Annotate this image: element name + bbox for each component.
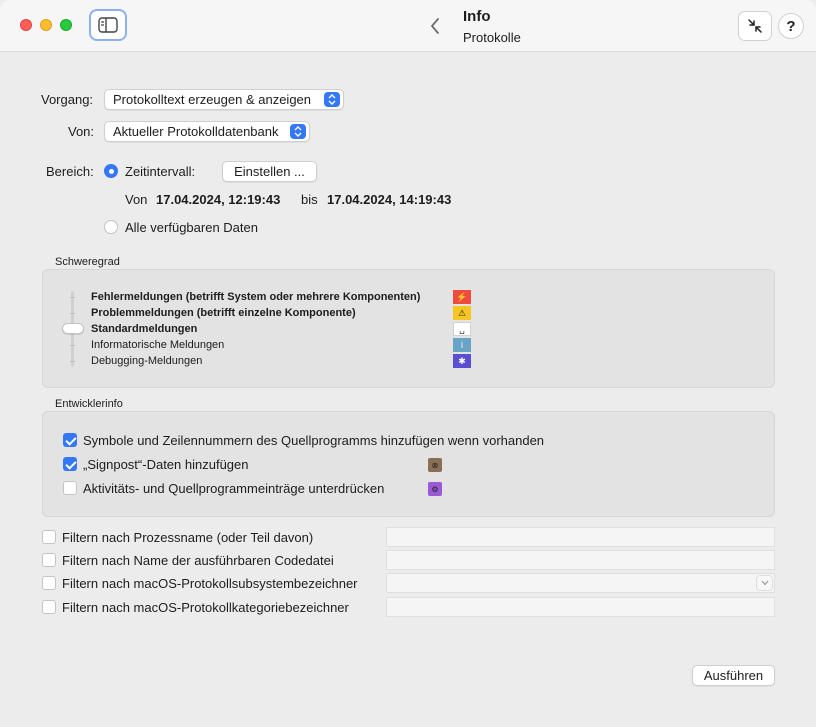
collapse-arrows-icon — [747, 18, 763, 34]
einstellen-button[interactable]: Einstellen ... — [222, 161, 317, 182]
filter-executable-input[interactable] — [386, 550, 775, 570]
signpost-checkbox[interactable] — [63, 457, 77, 471]
suppress-activity-checkbox[interactable] — [63, 481, 77, 495]
warning-icon: ⚠ — [453, 306, 471, 320]
sidebar-toggle-button[interactable] — [89, 9, 127, 41]
zoom-window-button[interactable] — [60, 19, 72, 31]
range-from-value: 17.04.2024, 12:19:43 — [156, 192, 281, 207]
help-button[interactable]: ? — [778, 13, 804, 39]
von-value: Aktueller Protokolldatenbank — [113, 124, 279, 139]
zeitintervall-label: Zeitintervall: — [125, 164, 196, 179]
window-subtitle: Protokolle — [463, 30, 521, 45]
minimize-window-button[interactable] — [40, 19, 52, 31]
filter-subsystem-combo[interactable] — [386, 573, 775, 593]
titlebar — [0, 0, 816, 52]
filter-category-checkbox[interactable] — [42, 600, 56, 614]
slider-tick — [70, 345, 75, 346]
symbols-checkbox[interactable] — [63, 433, 77, 447]
severity-label-debug: Debugging-Meldungen — [91, 355, 203, 367]
filter-process-label: Filtern nach Prozessname (oder Teil davon) — [62, 530, 314, 545]
von-label: Von: — [68, 124, 95, 139]
alle-daten-radio[interactable] — [104, 220, 118, 234]
severity-label-info: Informatorische Meldungen — [91, 339, 225, 351]
severity-label-error: Fehlermeldungen (betrifft System oder mehrere Komponenten) — [91, 291, 421, 303]
combo-dropdown-button[interactable] — [756, 575, 773, 591]
sidebar-icon — [98, 17, 118, 33]
filter-category-label: Filtern nach macOS-Protokollkategoriebezeichner — [62, 600, 349, 615]
back-button[interactable] — [426, 14, 444, 38]
vorgang-popup[interactable] — [104, 89, 344, 110]
suppress-activity-label: Aktivitäts- und Quellprogrammeinträge unterdrücken — [83, 481, 385, 496]
collapse-button[interactable] — [738, 11, 772, 41]
filter-process-input[interactable] — [386, 527, 775, 547]
error-icon: ⚡ — [453, 290, 471, 304]
default-icon: ␣ — [453, 322, 471, 336]
range-von-label: Von — [125, 192, 148, 207]
filter-category-input[interactable] — [386, 597, 775, 617]
filter-process-checkbox[interactable] — [42, 530, 56, 544]
symbols-label: Symbole und Zeilennummern des Quellprogramms hinzufügen wenn vorhanden — [83, 433, 545, 448]
von-popup[interactable] — [104, 121, 310, 142]
filter-executable-label: Filtern nach Name der ausführbaren Codedatei — [62, 553, 334, 568]
filter-subsystem-checkbox[interactable] — [42, 576, 56, 590]
popup-arrows-icon — [324, 92, 340, 107]
entwicklerinfo-title: Entwicklerinfo — [55, 398, 123, 410]
range-to-value: 17.04.2024, 14:19:43 — [327, 192, 452, 207]
slider-tick — [70, 313, 75, 314]
signpost-label: „Signpost“-Daten hinzufügen — [83, 457, 249, 472]
filter-subsystem-label: Filtern nach macOS-Protokollsubsystembezeichner — [62, 576, 358, 591]
slider-tick — [70, 361, 75, 362]
slider-tick — [70, 297, 75, 298]
severity-slider-knob[interactable] — [62, 323, 84, 334]
run-button[interactable]: Ausführen — [692, 665, 775, 686]
vorgang-value: Protokolltext erzeugen & anzeigen — [113, 92, 312, 107]
debug-icon: ✱ — [453, 354, 471, 368]
bereich-label: Bereich: — [46, 164, 94, 179]
alle-daten-label: Alle verfügbaren Daten — [125, 220, 258, 235]
popup-arrows-icon — [290, 124, 306, 139]
close-window-button[interactable] — [20, 19, 32, 31]
vorgang-label: Vorgang: — [41, 92, 94, 107]
range-bis-label: bis — [301, 192, 318, 207]
zeitintervall-radio[interactable] — [104, 164, 118, 178]
chevron-left-icon — [430, 18, 440, 34]
activity-icon: ⚙ — [428, 482, 442, 496]
chevron-down-icon — [761, 580, 769, 586]
info-icon: i — [453, 338, 471, 352]
signpost-icon: ⊗ — [428, 458, 442, 472]
severity-label-default: Standardmeldungen — [91, 323, 198, 335]
severity-label-warning: Problemmeldungen (betrifft einzelne Komponente) — [91, 307, 356, 319]
schweregrad-title: Schweregrad — [55, 256, 120, 268]
window-title: Info — [463, 8, 491, 25]
filter-executable-checkbox[interactable] — [42, 553, 56, 567]
